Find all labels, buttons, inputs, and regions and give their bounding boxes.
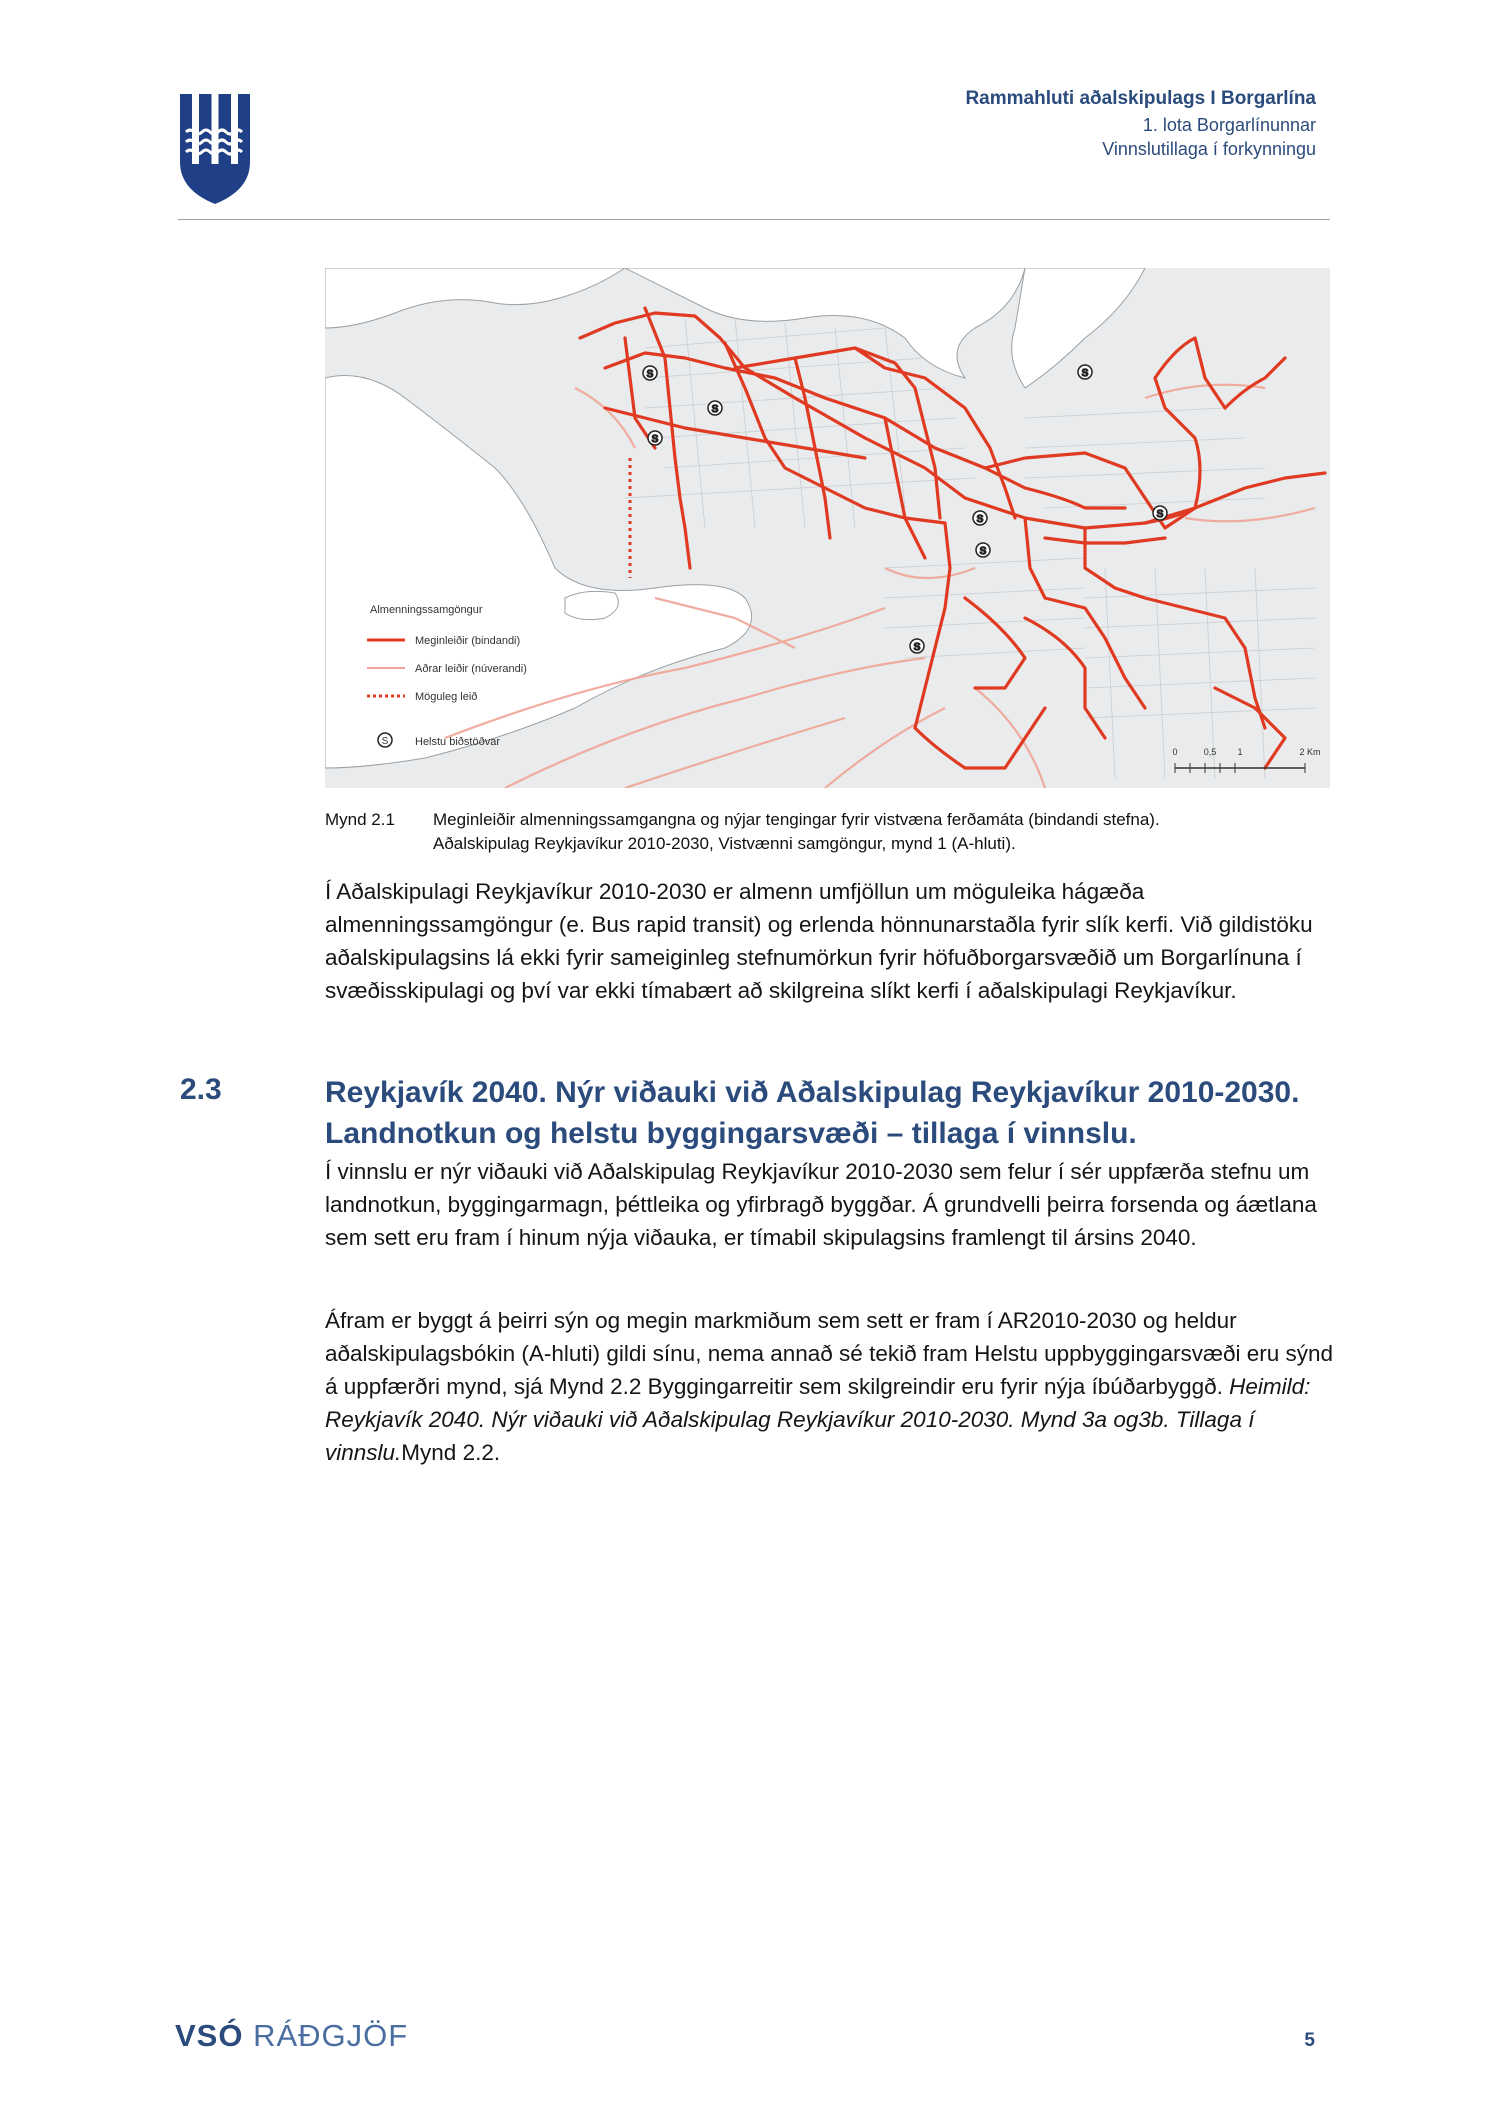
legend-item-stops: Helstu biðstöðvar — [415, 736, 500, 748]
brand-name: VSÓ — [175, 2018, 244, 2053]
scale-label-1: 1 — [1237, 747, 1243, 757]
paragraph-continuation — [325, 1304, 1335, 1469]
stop-symbol: S — [979, 546, 987, 557]
section-title: Reykjavík 2040. Nýr viðauki við Aðalskipulag Reykjavíkur 2010-2030. Landnotkun og helstu byggingarsvæði – tillaga í vinnslu. — [325, 1076, 1300, 1150]
section-number: 2.3 — [180, 1073, 222, 1106]
paragraph-appendix: Í vinnslu er nýr viðauki við Aðalskipulag Reykjavíkur 2010-2030 sem felur í sér uppfærða stefnu um landnotkun, byggingarmagn, þéttleika og yfirbragð byggðar. Á grundvelli þeirra forsenda og áætlana sem sett eru fram í hinum nýja viðauka, er tímabil skipulagsins framlengt til ársins 2040. — [325, 1159, 1317, 1250]
transit-routes-map — [325, 268, 1330, 788]
brand-suffix: RÁÐGJÖF — [253, 2018, 409, 2053]
stop-symbol: S — [1156, 509, 1164, 520]
stop-symbol: S — [646, 369, 654, 380]
stop-symbol: S — [913, 642, 921, 653]
figure-number: Mynd 2.1 — [325, 810, 395, 829]
paragraph-text: Áfram er byggt á þeirri sýn og megin markmiðum sem sett er fram í AR2010-2030 og heldur aðalskipulagsbókin (A-hluti) gildi sínu, nema annað sé tekið fram Helstu uppbyggingarsvæði eru sýnd á uppfærðri mynd, sjá Mynd 2.2 Byggingarreitir sem skilgreindir eru fyrir nýja íbúðarbyggð. — [325, 1308, 1334, 1399]
stop-symbol: S — [711, 404, 719, 415]
stop-symbol: S — [1081, 368, 1089, 379]
stop-symbol: S — [976, 514, 984, 525]
footer-brand-logo — [175, 2018, 408, 2054]
legend-stop-symbol: S — [381, 736, 389, 747]
stop-symbol: S — [651, 434, 659, 445]
paragraph-intro: Í Aðalskipulagi Reykjavíkur 2010-2030 er almenn umfjöllun um möguleika hágæða almenningssamgöngur (e. Bus rapid transit) og erlenda hönnunarstaðla fyrir slík kerfi. Við gildistöku aðalskipulagsins lá ekki fyrir sameiginleg stefnumörkun fyrir höfuðborgarsvæðið um Borgarlínuna í svæðisskipulagi og því var ekki tímabært að skilgreina slíkt kerfi í aðalskipulagi Reykjavíkur. — [325, 879, 1313, 1003]
figure-reference: Mynd 2.2. — [401, 1440, 501, 1465]
figure-caption-line1: Meginleiðir almenningssamgangna og nýjar tengingar fyrir vistvæna ferðamáta (bindandi stefna). — [433, 810, 1160, 829]
header-status: Vinnslutillaga í forkynningu — [1102, 139, 1316, 159]
reykjavik-coat-of-arms-logo — [178, 92, 252, 206]
legend-item-possible-route: Möguleg leið — [415, 691, 478, 703]
header-divider — [178, 219, 1330, 220]
scale-label-0: 0 — [1172, 747, 1178, 757]
source-reference: Heimild: Reykjavík 2040. Nýr viðauki við Aðalskipulag Reykjavíkur 2010-2030. Mynd 3a og3b. Tillaga í vinnslu. — [325, 1374, 1311, 1465]
scale-label-0-5: 0,5 — [1203, 747, 1217, 757]
scale-label-2km: 2 Km — [1299, 747, 1321, 757]
header-title: Rammahluti aðalskipulags I Borgarlína — [965, 88, 1316, 109]
page-number: 5 — [1304, 2030, 1315, 2051]
legend-title: Almenningssamgöngur — [370, 604, 483, 616]
header-subtitle: 1. lota Borgarlínunnar — [1142, 115, 1316, 135]
legend-item-main-routes: Meginleiðir (bindandi) — [415, 635, 521, 647]
legend-item-other-routes: Aðrar leiðir (núverandi) — [415, 663, 527, 675]
figure-caption-line2: Aðalskipulag Reykjavíkur 2010-2030, Vistvænni samgöngur, mynd 1 (A-hluti). — [433, 834, 1016, 853]
